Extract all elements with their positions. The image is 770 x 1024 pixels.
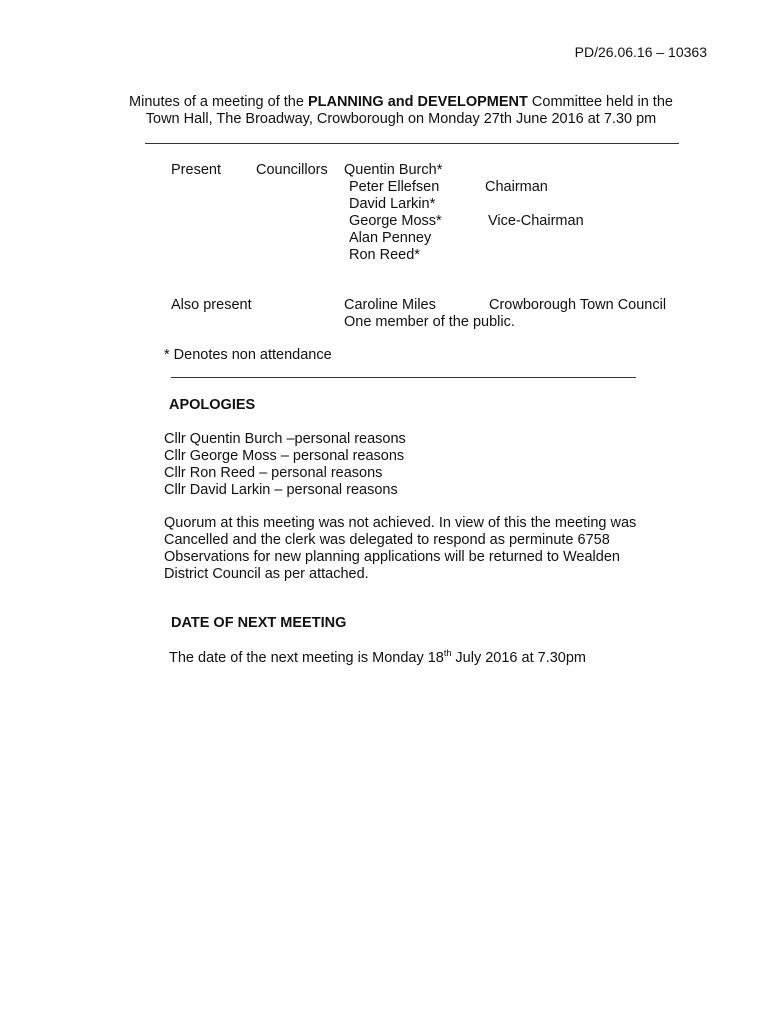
also-present-name: Caroline Miles <box>344 297 436 313</box>
committee-name: PLANNING and DEVELOPMENT <box>307 94 528 110</box>
apology-item: Cllr George Moss – personal reasons <box>164 448 405 464</box>
member-name: Ron Reed* <box>349 247 420 263</box>
member-name: Alan Penney <box>349 230 432 246</box>
public-attendance: One member of the public. <box>344 314 515 330</box>
title-suffix: Committee held in the <box>527 94 673 110</box>
next-meeting-heading: DATE OF NEXT MEETING <box>171 615 347 631</box>
also-present-organisation: Crowborough Town Council <box>489 297 667 313</box>
quorum-text-line: District Council as per attached. <box>164 566 369 582</box>
quorum-text-line: Observations for new planning applications will be returned to Wealden <box>164 549 620 565</box>
minutes-title <box>0 94 770 128</box>
present-label: Present <box>171 162 221 178</box>
ordinal-suffix: th <box>443 648 452 659</box>
next-meeting-text-start: The date of the next meeting is Monday 18 <box>169 650 444 666</box>
apology-item: Cllr Quentin Burch –personal reasons <box>164 431 406 447</box>
member-role: Chairman <box>485 179 548 195</box>
attendance-note: * Denotes non attendance <box>164 347 332 363</box>
quorum-text-line: Quorum at this meeting was not achieved. In view of this the meeting was <box>164 515 637 531</box>
also-present-label: Also present <box>171 297 252 313</box>
apology-item: Cllr Ron Reed – personal reasons <box>164 465 383 481</box>
title-line-1 <box>0 94 770 111</box>
member-name: Peter Ellefsen <box>349 179 440 195</box>
title-divider <box>145 143 679 144</box>
councillors-label: Councillors <box>256 162 328 178</box>
next-meeting-text-end: July 2016 at 7.30pm <box>451 650 587 666</box>
apology-item: Cllr David Larkin – personal reasons <box>164 482 398 498</box>
title-prefix: Minutes of a meeting of the <box>129 94 308 110</box>
quorum-text-line: Cancelled and the clerk was delegated to respond as perminute 6758 <box>164 532 610 548</box>
document-reference: PD/26.06.16 – 10363 <box>574 44 707 60</box>
apologies-heading: APOLOGIES <box>169 397 256 413</box>
member-role: Vice-Chairman <box>488 213 584 229</box>
title-line-2: Town Hall, The Broadway, Crowborough on Monday 27th June 2016 at 7.30 pm <box>145 111 657 127</box>
next-meeting-text <box>169 650 586 667</box>
member-name: Quentin Burch* <box>344 162 443 178</box>
member-name: George Moss* <box>349 213 442 229</box>
section-divider <box>171 377 636 378</box>
member-name: David Larkin* <box>349 196 436 212</box>
